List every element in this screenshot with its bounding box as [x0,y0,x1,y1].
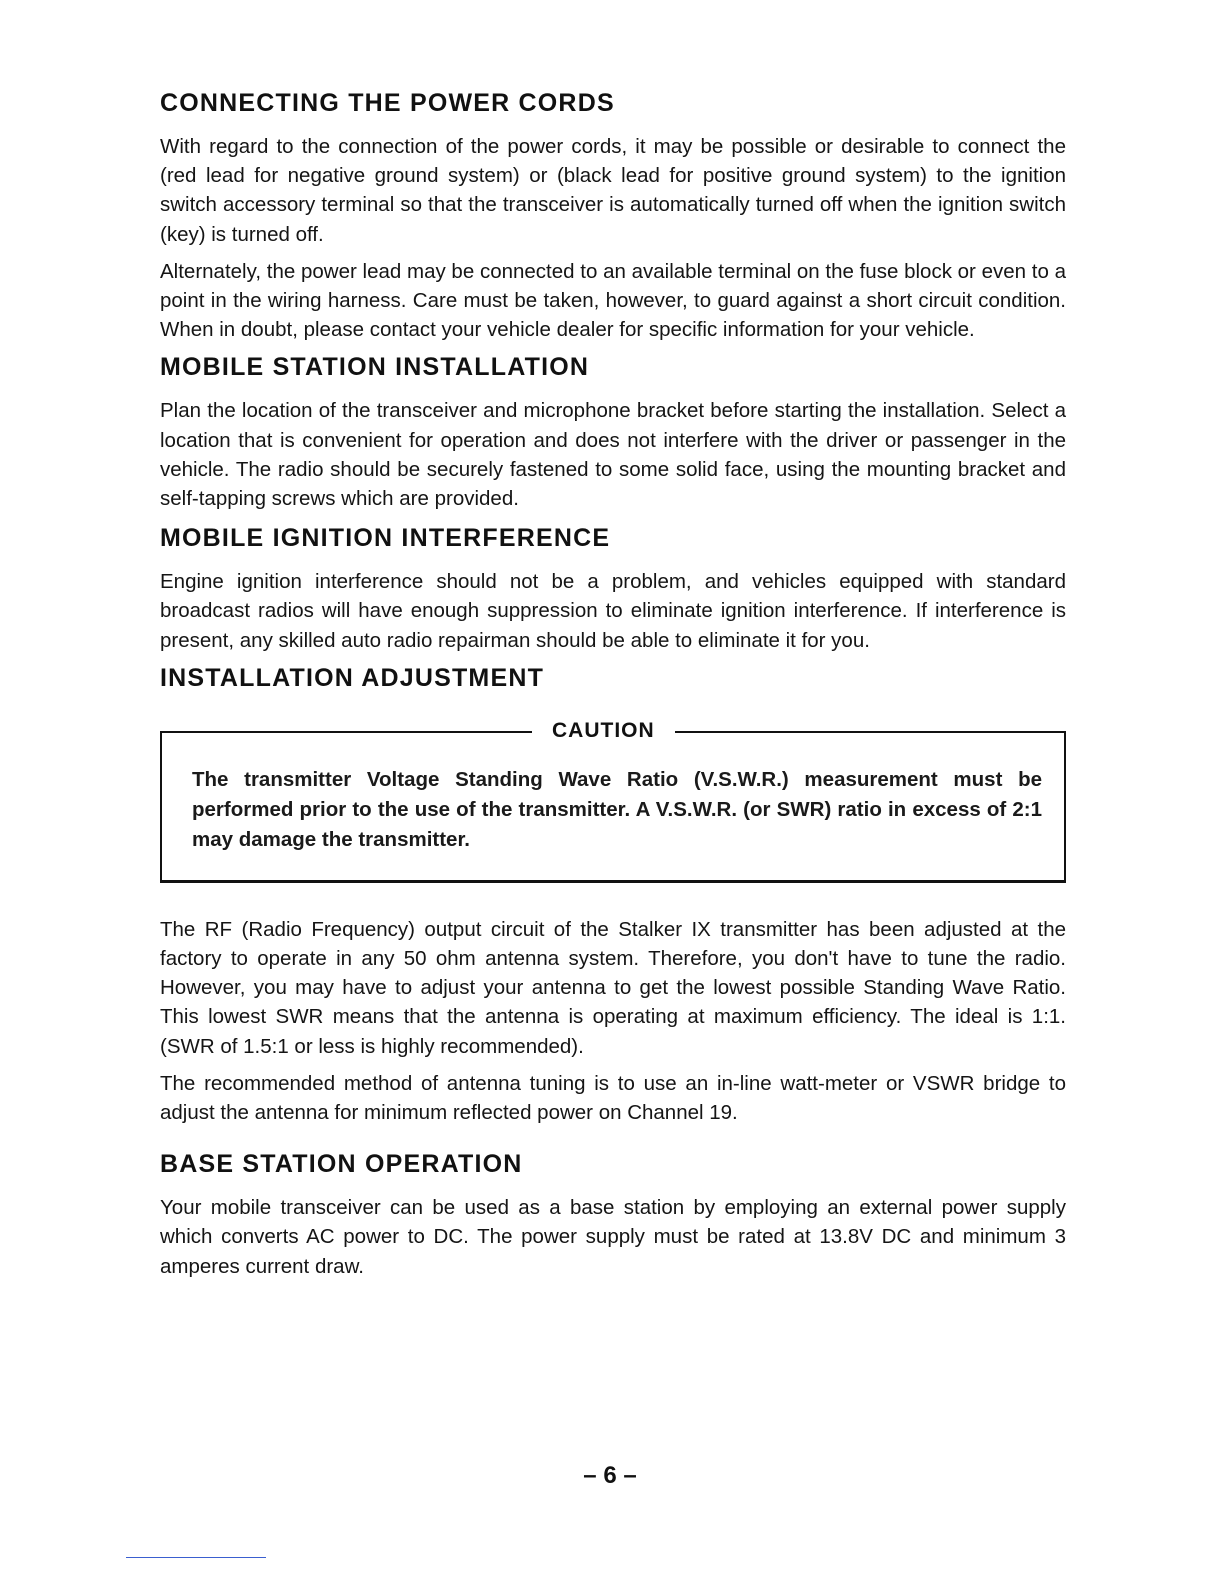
paragraph-base-station: Your mobile transceiver can be used as a base station by employing an external power supply which converts AC power to DC. The power supply must be rated at 13.8V DC and minimum 3 amperes current draw. [160,1196,1066,1278]
caution-text: The transmitter Voltage Standing Wave Ratio (V.S.W.R.) measurement must be performed prior to the use of the transmitter. A V.S.W.R. (or SWR) ratio in excess of 2:1 may damage the transmitter. [192,767,1042,851]
paragraph-mobile-station-installation: Plan the location of the transceiver and microphone bracket before starting the installation. Select a location that is convenient for operation and does not interfere with the driver or passenger in the vehicle. The radio should be securely fastened to some solid face, using the mounting bracket and self-tapping screws which are provided. [160,399,1066,511]
footer-rule [126,1557,266,1558]
heading-connecting-power-cords: CONNECTING THE POWER CORDS [160,89,615,117]
manual-page [160,88,1066,1289]
paragraph-power-cords-2: Alternately, the power lead may be connected to an available terminal on the fuse block or even to a point in the wiring harness. Care must be taken, however, to guard against a short circuit condition. When in doubt, please contact your vehicle dealer for specific information for your vehicle. [160,259,1066,342]
paragraph-power-cords-1: With regard to the connection of the power cords, it may be possible or desirable to connect the (red lead for negative ground system) or (black lead for positive ground system) to the ignition switch accessory terminal so that the transceiver is automatically turned off when the ignition switch (key) is turned off. [160,135,1066,246]
heading-mobile-station-installation: MOBILE STATION INSTALLATION [160,353,590,382]
caution-title: CAUTION [532,717,675,745]
page-number: – 6 – [583,1462,637,1489]
heading-mobile-ignition-interference: MOBILE IGNITION INTERFERENCE [160,524,611,553]
heading-base-station-operation: BASE STATION OPERATION [160,1150,523,1179]
caution-box [160,717,1066,883]
heading-installation-adjustment: INSTALLATION ADJUSTMENT [160,663,545,692]
paragraph-antenna-tuning: The recommended method of antenna tuning is to use an in-line watt-meter or VSWR bridge to adjust the antenna for minimum reflected power on Channel 19. [160,1071,1066,1125]
paragraph-ignition-interference: Engine ignition interference should not be a problem, and vehicles equipped with standard broadcast radios will have enough suppression to eliminate ignition interference. If interference is present, any skilled auto radio repairman should be able to eliminate it for you. [160,570,1066,652]
paragraph-rf-output: The RF (Radio Frequency) output circuit of the Stalker IX transmitter has been adjusted at the factory to operate in any 50 ohm antenna system. Therefore, you don't have to tune the radio. However, you may have to adjust your antenna to get the lowest possible Standing Wave Ratio. This lowest SWR means that the antenna is operating at maximum efficiency. The ideal is 1:1. (SWR of 1.5:1 or less is highly recommended). [160,917,1066,1058]
